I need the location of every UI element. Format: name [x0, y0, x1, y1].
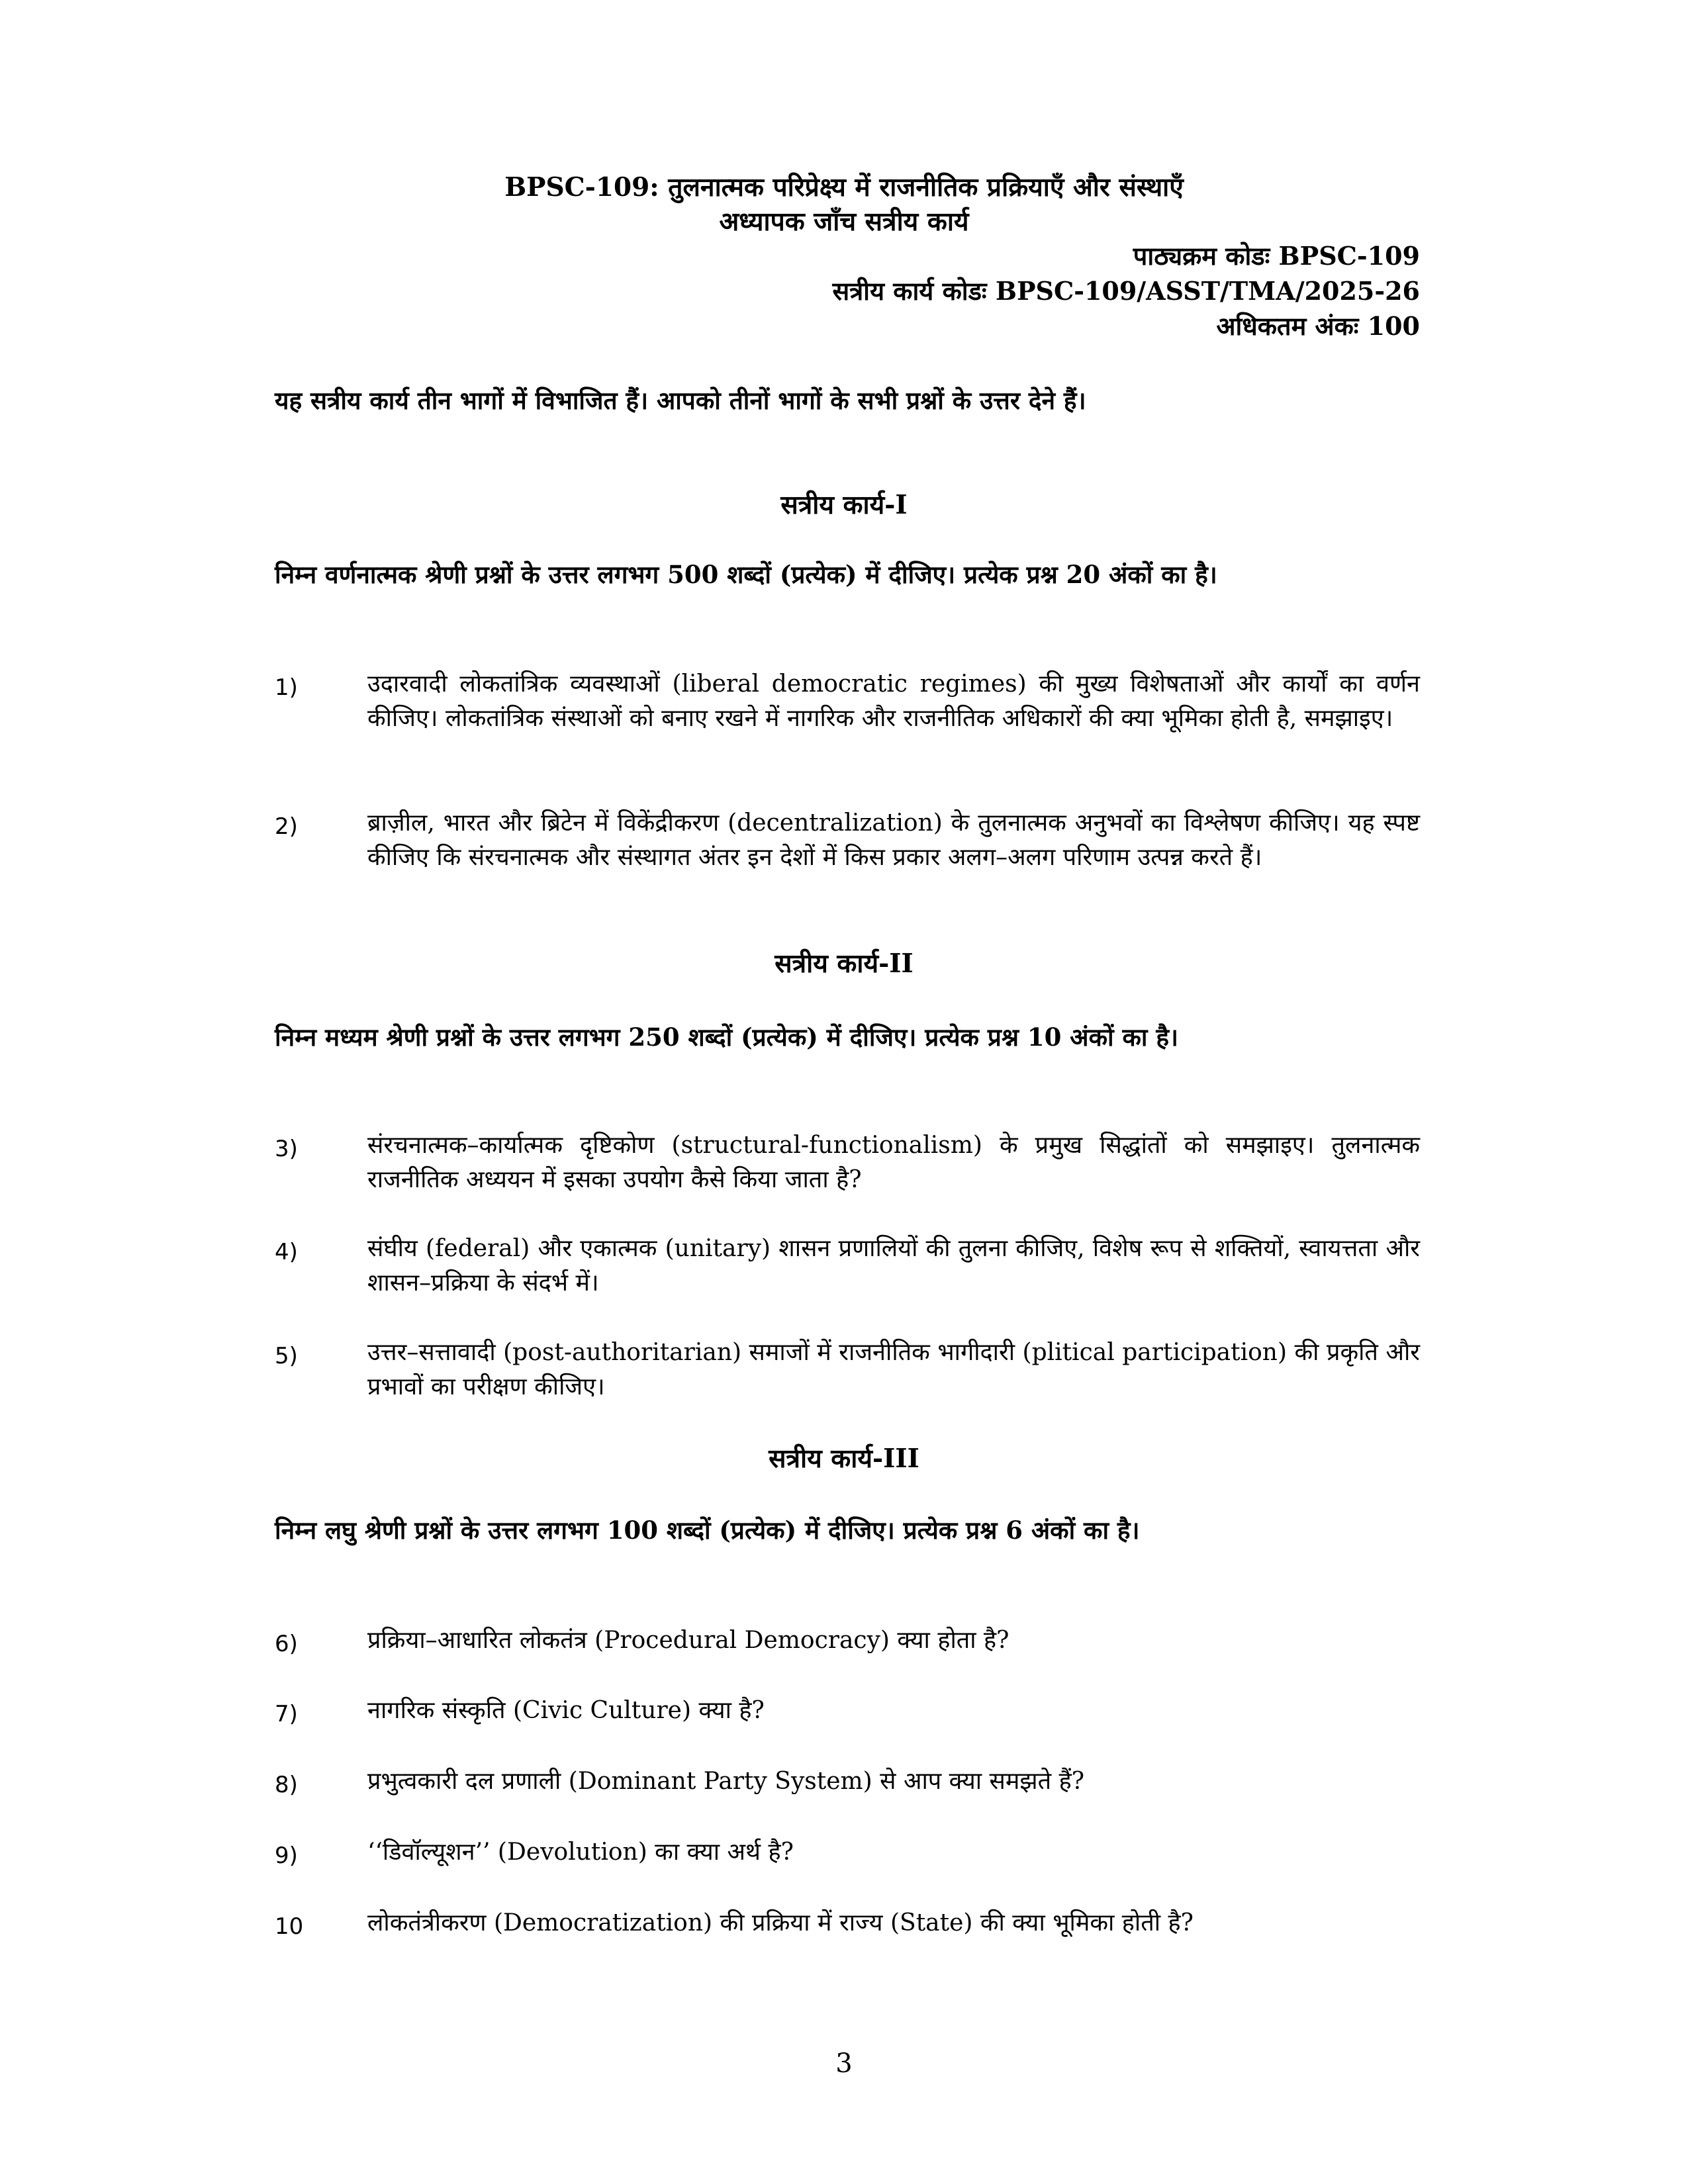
question-text: प्रक्रिया–आधारित लोकतंत्र (Procedural Democracy) क्या होता है?	[367, 1627, 1009, 1654]
section-heading-3: सत्रीय कार्य-III	[769, 1443, 919, 1474]
question-number: 4)	[275, 1239, 298, 1265]
document-subtitle: अध्यापक जाँच सत्रीय कार्य	[719, 206, 969, 237]
question-number: 10	[275, 1913, 304, 1940]
question-text: संरचनात्मक–कार्यात्मक दृष्टिकोण (structural-functionalism) के प्रमुख सिद्धांतों को समझाइए। तुलनात्मक राजनीतिक अध्ययन में इसका उपयोग कैसे किया जाता है?	[367, 1132, 1420, 1193]
question-number: 9)	[275, 1843, 298, 1869]
question-number: 3)	[275, 1136, 298, 1162]
assignment-code: सत्रीय कार्य कोडः BPSC-109/ASST/TMA/2025-26	[832, 276, 1420, 306]
question-number: 7)	[275, 1701, 298, 1727]
document-title: BPSC-109: तुलनात्मक परिप्रेक्ष्य में राजनीतिक प्रक्रियाएँ और संस्थाएँ	[504, 172, 1184, 203]
section-heading-2: सत्रीय कार्य-II	[774, 948, 914, 979]
course-code: पाठ्यक्रम कोडः BPSC-109	[1133, 241, 1420, 271]
question-text: नागरिक संस्कृति (Civic Culture) क्या है?	[367, 1697, 765, 1724]
question-text: प्रभुत्वकारी दल प्रणाली (Dominant Party System) से आप क्या समझते हैं?	[367, 1768, 1084, 1795]
section-instruction-2: निम्न मध्यम श्रेणी प्रश्नों के उत्तर लगभग 250 शब्दों (प्रत्येक) में दीजिए। प्रत्येक प्रश्न 10 अंकों का है।	[275, 1023, 1178, 1052]
question-number: 2)	[275, 813, 298, 840]
question-number: 1)	[275, 674, 298, 701]
section-instruction-1: निम्न वर्णनात्मक श्रेणी प्रश्नों के उत्तर लगभग 500 शब्दों (प्रत्येक) में दीजिए। प्रत्येक प्रश्न 20 अंकों का है।	[275, 560, 1217, 589]
question-number: 5)	[275, 1343, 298, 1369]
question-text: उदारवादी लोकतांत्रिक व्यवस्थाओं (liberal democratic regimes) की मुख्य विशेषताओं और कार्यों का वर्णन कीजिए। लोकतांत्रिक संस्थाओं को बनाए रखने में नागरिक और राजनीतिक अधिकारों की क्या भूमिका होती है, समझाइए।	[367, 670, 1420, 732]
section-heading-1: सत्रीय कार्य-I	[780, 490, 908, 520]
page-number: 3	[835, 2048, 853, 2079]
question-text: उत्तर–सत्तावादी (post-authoritarian) समाजों में राजनीतिक भागीदारी (plitical participation) की प्रकृति और प्रभावों का परीक्षण कीजिए।	[367, 1339, 1420, 1400]
question-text: ‘‘डिवॉल्यूशन’’ (Devolution) का क्या अर्थ है?	[367, 1839, 794, 1866]
question-number: 8)	[275, 1772, 298, 1798]
section-instruction-3: निम्न लघु श्रेणी प्रश्नों के उत्तर लगभग 100 शब्दों (प्रत्येक) में दीजिए। प्रत्येक प्रश्न 6 अंकों का है।	[275, 1516, 1140, 1545]
intro-instruction: यह सत्रीय कार्य तीन भागों में विभाजित हैं। आपको तीनों भागों के सभी प्रश्नों के उत्तर देने हैं।	[275, 386, 1086, 415]
question-text: ब्राज़ील, भारत और ब्रिटेन में विकेंद्रीकरण (decentralization) के तुलनात्मक अनुभवों का विश्लेषण कीजिए। यह स्पष्ट कीजिए कि संरचनात्मक और संस्थागत अंतर इन देशों में किस प्रकार अलग–अलग परिणाम उत्पन्न करते हैं।	[367, 809, 1420, 871]
max-marks: अधिकतम अंकः 100	[1216, 311, 1420, 341]
question-text: संघीय (federal) और एकात्मक (unitary) शासन प्रणालियों की तुलना कीजिए, विशेष रूप से शक्तियों, स्वायत्तता और शासन–प्रक्रिया के संदर्भ में।	[367, 1235, 1420, 1297]
question-text: लोकतंत्रीकरण (Democratization) की प्रक्रिया में राज्य (State) की क्या भूमिका होती है?	[367, 1909, 1194, 1936]
question-number: 6)	[275, 1631, 298, 1657]
